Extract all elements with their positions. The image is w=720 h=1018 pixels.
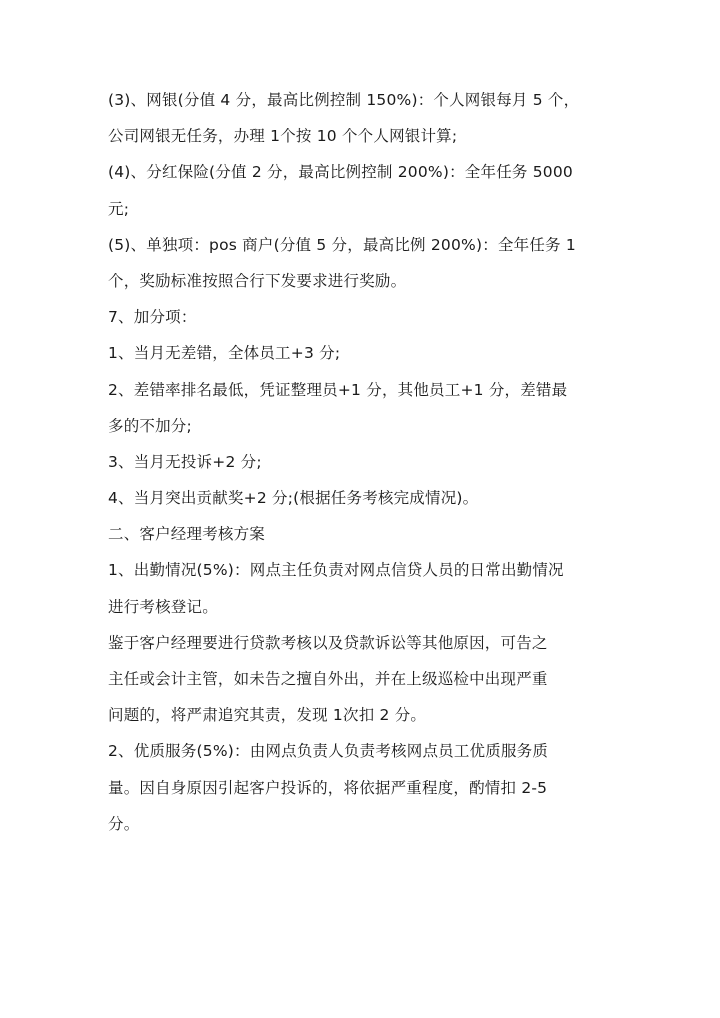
text-line: 主任或会计主管，如未告之擅自外出，并在上级巡检中出现严重 [108,670,548,688]
text-line: 1、当月无差错，全体员工+3 分; [108,344,341,363]
text-line: 4、当月突出贡献奖+2 分;(根据任务考核完成情况)。 [108,489,479,508]
text-line: (3)、网银(分值 4 分，最高比例控制 150%)：个人网银每月 5 个， [108,91,580,109]
text-line: (4)、分红保险(分值 2 分，最高比例控制 200%)：全年任务 5000 [108,163,573,182]
section-heading: 7、加分项： [108,308,197,327]
text-line: 公司网银无任务，办理 1个按 10 个个人网银计算; [108,127,458,146]
text-line: 进行考核登记。 [108,597,218,616]
text-line: 鉴于客户经理要进行贷款考核以及贷款诉讼等其他原因，可告之 [108,633,548,652]
text-line: 量。因自身原因引起客户投诉的，将依据严重程度，酌情扣 2-5 [108,778,548,797]
text-line: 问题的，将严肃追究其责，发现 1次扣 2 分。 [108,706,427,725]
text-line: 多的不加分; [108,416,192,435]
text-line: 元; [108,199,130,218]
section-heading: 二、客户经理考核方案 [108,525,266,544]
text-line: 2、差错率排名最低，凭证整理员+1 分，其他员工+1 分，差错最 [108,380,568,399]
document-body [108,90,613,850]
text-line: 1、出勤情况(5%)：网点主任负责对网点信贷人员的日常出勤情况 [108,561,564,580]
text-line: 3、当月无投诉+2 分; [108,452,262,471]
text-line: 2、优质服务(5%)：由网点负责人负责考核网点员工优质服务质 [108,742,549,761]
text-line: 分。 [108,814,140,833]
text-line: (5)、单独项：pos 商户(分值 5 分，最高比例 200%)：全年任务 1 [108,235,576,254]
text-line: 个，奖励标准按照合行下发要求进行奖励。 [108,271,407,290]
